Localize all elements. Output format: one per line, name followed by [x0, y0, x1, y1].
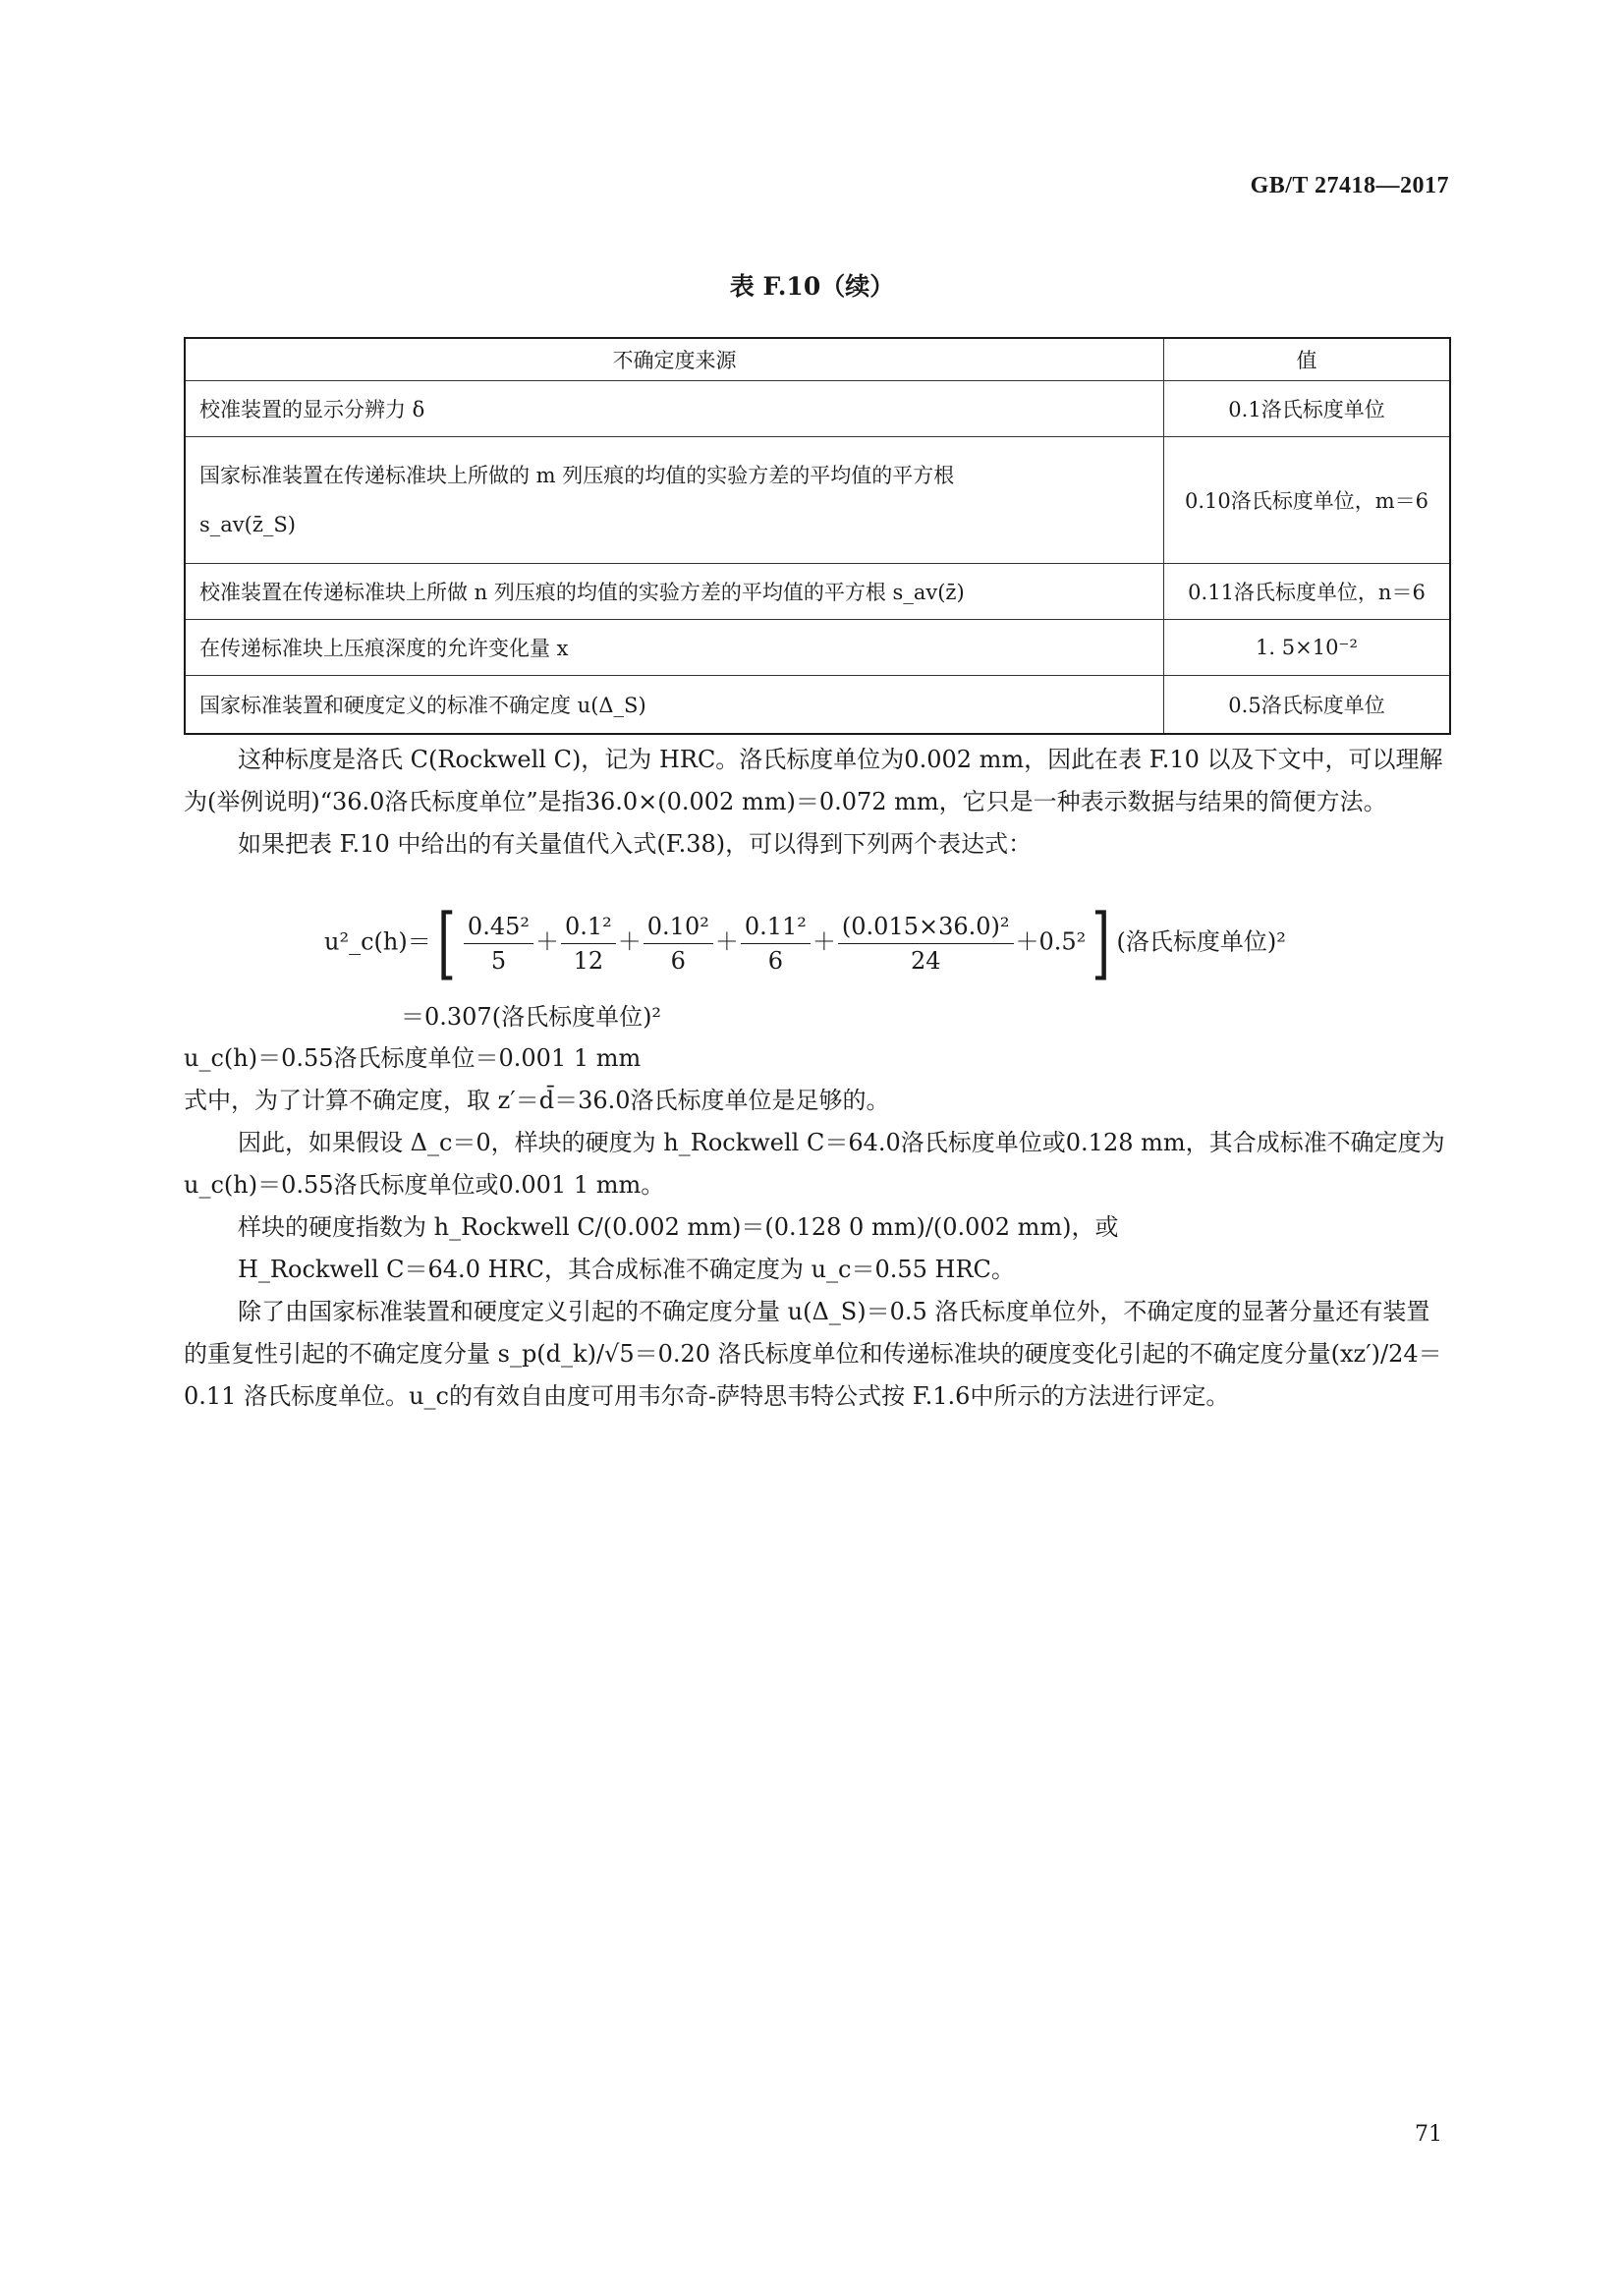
equation-lhs: u²_c(h)＝ — [324, 927, 431, 956]
column-header-value: 值 — [1164, 338, 1451, 381]
equation-uc: u_c(h)＝0.55洛氏标度单位＝0.001 1 mm — [184, 1044, 642, 1072]
paragraph: 因此，如果假设 Δ_c＝0，样块的硬度为 h_Rockwell C＝64.0洛氏标度单位或0.128 mm，其合成标准不确定度为 u_c(h)＝0.55洛氏标度单位或0.001 1 mm。 — [184, 1129, 1445, 1199]
table-cell-value: 0.5洛氏标度单位 — [1164, 676, 1451, 735]
table-cell-value: 0.1洛氏标度单位 — [1164, 381, 1451, 437]
table-row — [185, 381, 1450, 437]
table-cell-source: 校准装置的显示分辨力 δ — [185, 381, 1164, 437]
table-cell-source-line: 国家标准装置在传递标准块上所做的 m 列压痕的均值的实验方差的平均值的平方根 — [199, 464, 955, 487]
right-bracket-icon: ] — [1092, 897, 1111, 988]
table-cell-source: 在传递标准块上压痕深度的允许变化量 x — [185, 620, 1164, 676]
left-bracket-icon: [ — [436, 897, 456, 988]
column-header-source: 不确定度来源 — [185, 338, 1164, 381]
table-cell-source — [185, 437, 1164, 564]
table-row — [185, 676, 1450, 735]
table-header-row — [185, 338, 1450, 381]
fraction: $\frac{\text{0.1²}}{12}$ — [561, 910, 616, 978]
paragraph: 样块的硬度指数为 h_Rockwell C/(0.002 mm)＝(0.128 0 mm)/(0.002 mm)，或 — [238, 1213, 1119, 1241]
equation-result: ＝0.307(洛氏标度单位)² — [401, 1003, 662, 1031]
equation-unit: (洛氏标度单位)² — [1116, 927, 1286, 956]
paragraph: 如果把表 F.10 中给出的有关量值代入式(F.38)，可以得到下列两个表达式： — [238, 830, 1033, 858]
body-section-bottom — [184, 1037, 1451, 1418]
table-cell-value: 1. 5×10⁻² — [1164, 620, 1451, 676]
body-section-top — [184, 739, 1451, 866]
table-cell-value: 0.10洛氏标度单位，m＝6 — [1164, 437, 1451, 564]
equation-tail: ＋0.5² — [1015, 927, 1087, 956]
table-cell-source: 国家标准装置和硬度定义的标准不确定度 u(Δ_S) — [185, 676, 1164, 735]
fraction: $\frac{\text{0.10²}}{6}$ — [644, 910, 713, 978]
table-cell-source: 校准装置在传递标准块上所做 n 列压痕的均值的实验方差的平均值的平方根 s_av(z̄) — [185, 564, 1164, 620]
table-row — [185, 620, 1450, 676]
paragraph: 式中，为了计算不确定度，取 z′＝d̄＝36.0洛氏标度单位是足够的。 — [184, 1087, 890, 1114]
standard-code: GB/T 27418—2017 — [1250, 173, 1449, 198]
table-row — [185, 437, 1450, 564]
uncertainty-table — [184, 337, 1451, 735]
table-cell-value: 0.11洛氏标度单位，n＝6 — [1164, 564, 1451, 620]
equation-uc-squared: u²_c(h)＝[ $\frac{\text{0.45²}}{5}$ ＋ $\frac{\text{0.1²}}{12}$ ＋ $\frac{\text{0.10²}}{6}$ ＋ $\frac{\text{0.11²}}{6}$ ＋ $\frac{\text{(0.015×36.0)²}}{24}$ ＋0.5²] (洛氏标度单位)² — [324, 897, 1286, 988]
paragraph: 这种标度是洛氏 C(Rockwell C)，记为 HRC。洛氏标度单位为0.002 mm，因此在表 F.10 以及下文中，可以理解为(举例说明)“36.0洛氏标度单位”是指36.0×(0.002 mm)＝0.072 mm，它只是一种表示数据与结果的简便方法。 — [184, 746, 1443, 815]
fraction: $\frac{\text{0.45²}}{5}$ — [464, 910, 533, 978]
paragraph: H_Rockwell C＝64.0 HRC，其合成标准不确定度为 u_c＝0.55 HRC。 — [238, 1256, 1015, 1283]
page-number: 71 — [1415, 2122, 1442, 2147]
paragraph: 除了由国家标准装置和硬度定义引起的不确定度分量 u(Δ_S)＝0.5 洛氏标度单位外，不确定度的显著分量还有装置的重复性引起的不确定度分量 s_p(d_k)/√5＝0.20 洛氏标度单位和传递标准块的硬度变化引起的不确定度分量(xz′)/24＝0.11 洛氏标度单位。u_c的有效自由度可用韦尔奇-萨特思韦特公式按 F.1.6中所示的方法进行评定。 — [184, 1298, 1442, 1410]
fraction: $\frac{\text{(0.015×36.0)²}}{24}$ — [838, 910, 1014, 978]
table-title: 表 F.10（续） — [729, 272, 895, 301]
table-row — [185, 564, 1450, 620]
table-cell-source-line: s_av(z̄_S) — [199, 513, 296, 536]
fraction: $\frac{\text{0.11²}}{6}$ — [741, 910, 811, 978]
